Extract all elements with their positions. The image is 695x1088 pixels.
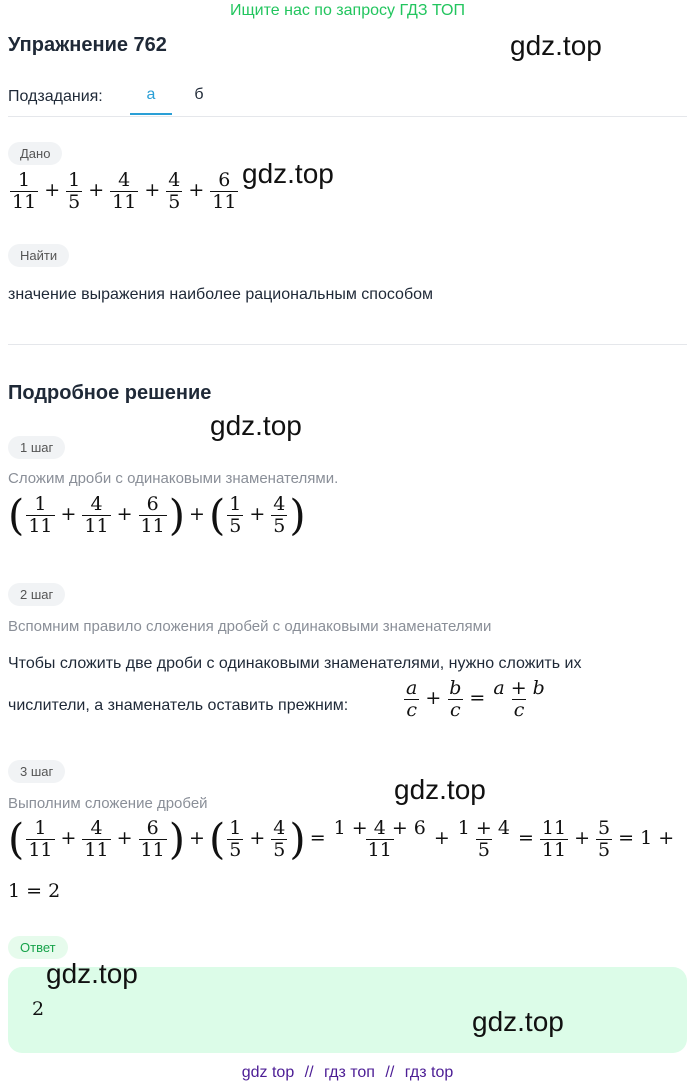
- step-3-result: 1 = 2: [8, 880, 61, 902]
- divider: [8, 344, 687, 345]
- watermark: gdz.top: [46, 958, 138, 989]
- subtasks-label: Подзадания:: [8, 88, 103, 105]
- tab-subtask-a[interactable]: а: [146, 86, 156, 103]
- step-3-expression: ( $\frac{1}{11}$ + $\frac{4}{11}$ + $\frac{6}{11}$ ) +( $\frac{1}{5}$ + $\frac{4}{5}$ ) = $\frac{1 + 4 + 6}{11}$ + $\frac{1 + 4}{5}$ = $\frac{11}{11}$ + $\frac{5}{5}$ = 1 +: [8, 814, 675, 864]
- watermark: gdz.top: [394, 774, 486, 805]
- given-label: Дано: [8, 142, 62, 165]
- footer-links: [0, 1064, 695, 1082]
- footer-link[interactable]: гдз top: [404, 1064, 454, 1081]
- step-2-label: 2 шаг: [8, 583, 65, 606]
- footer-separator: //: [385, 1064, 395, 1081]
- step-3-caption: Выполним сложение дробей: [8, 795, 208, 812]
- active-tab-indicator: [130, 113, 172, 115]
- step-2-text: числители, а знаменатель оставить прежним:: [8, 697, 349, 714]
- footer-link[interactable]: gdz top: [241, 1064, 295, 1081]
- find-text: значение выражения наиболее рациональным способом: [8, 286, 433, 303]
- step-3-label: 3 шаг: [8, 760, 65, 783]
- addition-rule-formula: $\frac{a}{c}$ + $\frac{b}{c}$ = $\frac{a + b}{c}$: [406, 677, 545, 721]
- watermark: gdz.top: [472, 1006, 564, 1037]
- divider: [8, 116, 687, 117]
- fraction: $\frac{1}{11}$: [12, 169, 37, 213]
- watermark: gdz.top: [510, 30, 602, 61]
- step-1-caption: Сложим дроби с одинаковыми знаменателями.: [8, 470, 339, 487]
- step-1-label: 1 шаг: [8, 436, 65, 459]
- fraction: $\frac{4}{11}$: [112, 169, 137, 213]
- step-2-text: Чтобы сложить две дроби с одинаковыми знаменателями, нужно сложить их: [8, 655, 582, 672]
- watermark: gdz.top: [242, 158, 334, 189]
- find-label: Найти: [8, 244, 69, 267]
- solution-heading: Подробное решение: [8, 382, 212, 404]
- fraction: $\frac{6}{11}$: [212, 169, 237, 213]
- fraction: $\frac{1}{5}$: [68, 169, 81, 213]
- footer-link[interactable]: гдз топ: [324, 1064, 375, 1081]
- tab-subtask-b[interactable]: б: [194, 86, 204, 103]
- given-expression: $\frac{1}{11}$ + $\frac{1}{5}$ + $\frac{4}{11}$ + $\frac{4}{5}$ + $\frac{6}{11}$: [12, 169, 237, 213]
- footer-separator: //: [304, 1064, 314, 1081]
- watermark: gdz.top: [210, 410, 302, 441]
- fraction: $\frac{4}{5}$: [168, 169, 181, 213]
- promo-banner[interactable]: Ищите нас по запросу ГДЗ ТОП: [230, 2, 465, 19]
- step-1-expression: ( $\frac{1}{11}$ + $\frac{4}{11}$ + $\frac{6}{11}$ ) +( $\frac{1}{5}$ + $\frac{4}{5}$ ): [8, 490, 306, 540]
- answer-label: Ответ: [8, 936, 68, 959]
- step-2-caption: Вспомним правило сложения дробей с одинаковыми знаменателями: [8, 618, 492, 635]
- answer-value: 2: [32, 998, 45, 1020]
- page-title: Упражнение 762: [8, 34, 167, 56]
